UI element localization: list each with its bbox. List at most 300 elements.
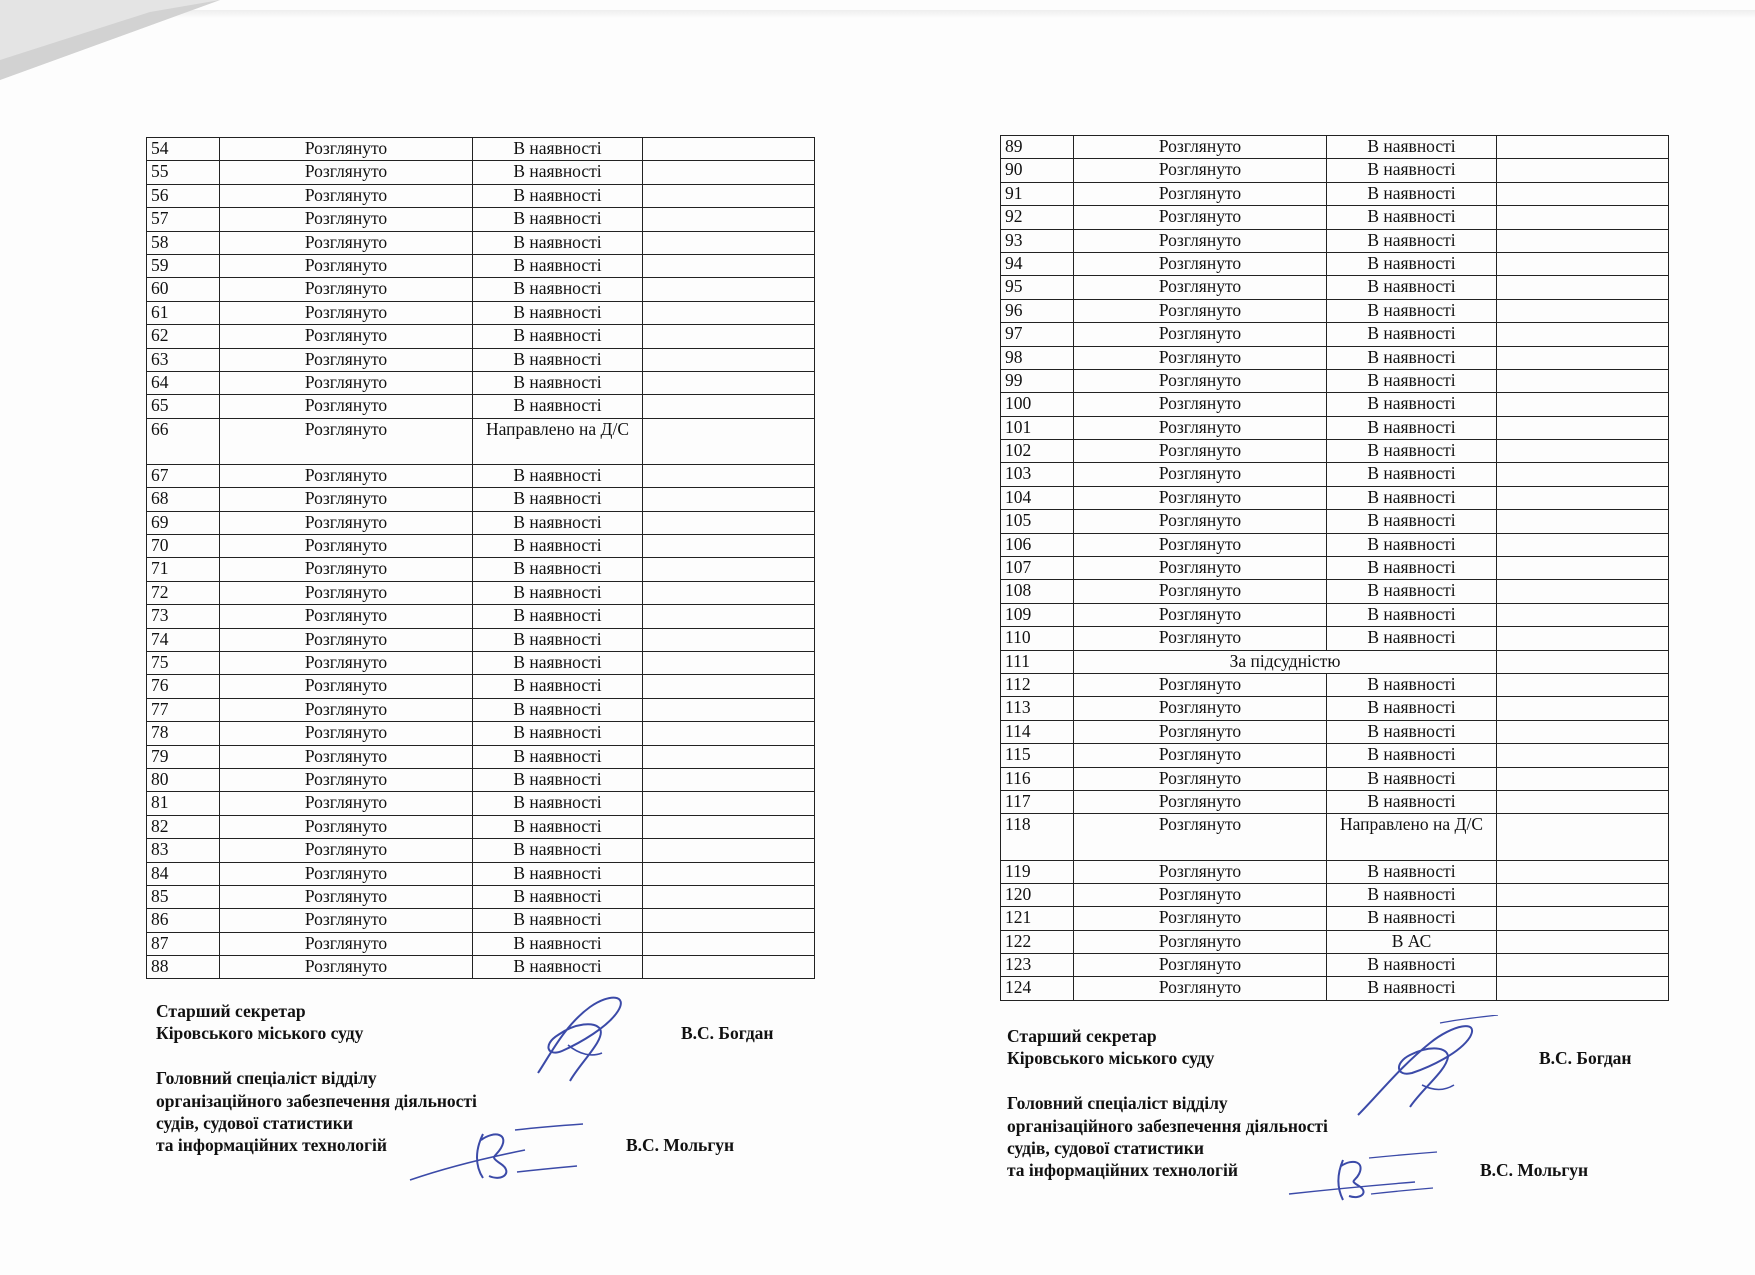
availability-cell: В наявності <box>1327 557 1497 580</box>
case-number-cell: 122 <box>1001 930 1074 953</box>
status-cell: Розглянуто <box>1074 860 1327 883</box>
note-cell <box>643 395 815 418</box>
table-row <box>147 792 815 815</box>
case-number-cell: 98 <box>1001 346 1074 369</box>
note-cell <box>643 605 815 628</box>
table-row <box>147 371 815 394</box>
cases-table <box>146 137 815 979</box>
scan-shadow <box>0 10 1755 18</box>
status-cell: Розглянуто <box>1074 229 1327 252</box>
availability-cell: В наявності <box>473 184 643 207</box>
status-cell: Розглянуто <box>220 792 473 815</box>
status-cell: Розглянуто <box>1074 440 1327 463</box>
table-row <box>147 278 815 301</box>
table-row <box>147 815 815 838</box>
note-cell <box>643 675 815 698</box>
case-number-cell: 72 <box>147 581 220 604</box>
case-number-cell: 91 <box>1001 182 1074 205</box>
case-number-cell: 69 <box>147 511 220 534</box>
table-row <box>147 909 815 932</box>
table-row <box>147 254 815 277</box>
table-row <box>1001 720 1669 743</box>
status-cell: Розглянуто <box>220 395 473 418</box>
case-number-cell: 76 <box>147 675 220 698</box>
availability-cell: В наявності <box>1327 720 1497 743</box>
availability-cell: В наявності <box>473 628 643 651</box>
table-row <box>1001 393 1669 416</box>
table-row <box>147 885 815 908</box>
case-number-cell: 82 <box>147 815 220 838</box>
case-number-cell: 81 <box>147 792 220 815</box>
table-row <box>1001 767 1669 790</box>
case-number-cell: 97 <box>1001 323 1074 346</box>
note-cell <box>643 371 815 394</box>
case-number-cell: 79 <box>147 745 220 768</box>
status-cell: Розглянуто <box>220 675 473 698</box>
table-row <box>1001 650 1669 673</box>
table-row <box>1001 814 1669 860</box>
status-cell: Розглянуто <box>220 371 473 394</box>
availability-cell: В наявності <box>1327 627 1497 650</box>
table-row <box>147 184 815 207</box>
table-row <box>147 628 815 651</box>
specialist-signature-left <box>405 1120 590 1200</box>
note-cell <box>1497 860 1669 883</box>
case-number-cell: 112 <box>1001 673 1074 696</box>
case-number-cell: 58 <box>147 231 220 254</box>
availability-cell: В наявності <box>1327 790 1497 813</box>
status-cell: Розглянуто <box>1074 299 1327 322</box>
case-number-cell: 111 <box>1001 650 1074 673</box>
table-row <box>147 348 815 371</box>
availability-cell: В наявності <box>473 138 643 161</box>
case-number-cell: 115 <box>1001 744 1074 767</box>
note-cell <box>643 161 815 184</box>
note-cell <box>1497 907 1669 930</box>
availability-cell: В наявності <box>1327 416 1497 439</box>
case-number-cell: 124 <box>1001 977 1074 1000</box>
availability-cell: В наявності <box>1327 533 1497 556</box>
status-cell: Розглянуто <box>1074 486 1327 509</box>
availability-cell: В наявності <box>1327 252 1497 275</box>
status-cell: Розглянуто <box>1074 603 1327 626</box>
case-number-cell: 57 <box>147 208 220 231</box>
table-row <box>147 675 815 698</box>
note-cell <box>643 464 815 487</box>
status-cell: Розглянуто <box>220 231 473 254</box>
case-number-cell: 90 <box>1001 159 1074 182</box>
note-cell <box>1497 603 1669 626</box>
availability-cell: В наявності <box>473 745 643 768</box>
table-row <box>1001 954 1669 977</box>
secretary-title: Старший секретар <box>156 1001 306 1021</box>
table-row <box>147 161 815 184</box>
status-cell: Розглянуто <box>1074 744 1327 767</box>
table-row <box>1001 977 1669 1000</box>
case-number-cell: 77 <box>147 698 220 721</box>
note-cell <box>643 722 815 745</box>
note-cell <box>643 628 815 651</box>
availability-cell: В наявності <box>473 395 643 418</box>
table-row <box>147 488 815 511</box>
case-number-cell: 62 <box>147 325 220 348</box>
status-cell: Розглянуто <box>1074 697 1327 720</box>
secretary-title: Старший секретар <box>1007 1026 1157 1046</box>
status-cell: Розглянуто <box>1074 136 1327 159</box>
case-number-cell: 120 <box>1001 883 1074 906</box>
availability-cell: В наявності <box>1327 182 1497 205</box>
availability-cell: В наявності <box>473 348 643 371</box>
note-cell <box>643 138 815 161</box>
note-cell <box>1497 276 1669 299</box>
case-number-cell: 104 <box>1001 486 1074 509</box>
status-cell: Розглянуто <box>1074 767 1327 790</box>
note-cell <box>643 488 815 511</box>
note-cell <box>1497 720 1669 743</box>
table-row <box>1001 603 1669 626</box>
cases-table <box>1000 135 1669 1001</box>
availability-cell: В наявності <box>473 652 643 675</box>
status-cell: Розглянуто <box>1074 790 1327 813</box>
note-cell <box>1497 744 1669 767</box>
status-cell: Розглянуто <box>1074 276 1327 299</box>
availability-cell: В наявності <box>473 839 643 862</box>
status-cell: Розглянуто <box>1074 463 1327 486</box>
note-cell <box>1497 930 1669 953</box>
note-cell <box>643 558 815 581</box>
status-cell: Розглянуто <box>1074 159 1327 182</box>
case-number-cell: 63 <box>147 348 220 371</box>
note-cell <box>1497 977 1669 1000</box>
note-cell <box>1497 206 1669 229</box>
table-row <box>1001 744 1669 767</box>
table-row <box>147 395 815 418</box>
availability-cell: В наявності <box>1327 954 1497 977</box>
availability-cell: В наявності <box>1327 767 1497 790</box>
specialist-department: та інформаційних технологій <box>156 1135 387 1156</box>
note-cell <box>643 745 815 768</box>
note-cell <box>1497 627 1669 650</box>
status-cell: Розглянуто <box>220 184 473 207</box>
case-number-cell: 55 <box>147 161 220 184</box>
status-cell: Розглянуто <box>220 745 473 768</box>
status-cell: Розглянуто <box>220 605 473 628</box>
availability-cell: В наявності <box>1327 486 1497 509</box>
availability-cell: В наявності <box>1327 907 1497 930</box>
note-cell <box>643 208 815 231</box>
table-row <box>1001 673 1669 696</box>
table-row <box>147 698 815 721</box>
status-cell: Розглянуто <box>1074 907 1327 930</box>
note-cell <box>643 581 815 604</box>
table-row <box>1001 883 1669 906</box>
table-row <box>147 138 815 161</box>
note-cell <box>1497 323 1669 346</box>
note-cell <box>643 839 815 862</box>
availability-cell: В наявності <box>473 278 643 301</box>
status-cell: Розглянуто <box>1074 323 1327 346</box>
case-number-cell: 99 <box>1001 369 1074 392</box>
note-cell <box>1497 440 1669 463</box>
note-cell <box>1497 486 1669 509</box>
availability-cell: В наявності <box>473 698 643 721</box>
availability-cell: В наявності <box>473 932 643 955</box>
availability-cell: В наявності <box>473 581 643 604</box>
status-cell: Розглянуто <box>220 208 473 231</box>
specialist-title: Головний спеціаліст відділу <box>1007 1093 1228 1114</box>
availability-cell: В наявності <box>473 815 643 838</box>
case-number-cell: 108 <box>1001 580 1074 603</box>
table-row <box>1001 136 1669 159</box>
table-row <box>147 745 815 768</box>
table-body <box>147 138 815 979</box>
case-number-cell: 114 <box>1001 720 1074 743</box>
status-cell: Розглянуто <box>1074 252 1327 275</box>
table-row <box>1001 182 1669 205</box>
case-number-cell: 59 <box>147 254 220 277</box>
availability-cell: В наявності <box>473 956 643 979</box>
case-number-cell: 92 <box>1001 206 1074 229</box>
status-cell: Розглянуто <box>220 839 473 862</box>
status-cell: Розглянуто <box>220 464 473 487</box>
note-cell <box>643 792 815 815</box>
table-row <box>1001 159 1669 182</box>
note-cell <box>643 768 815 791</box>
note-cell <box>643 862 815 885</box>
status-cell: Розглянуто <box>220 652 473 675</box>
table-row <box>1001 486 1669 509</box>
folded-corner <box>0 0 220 90</box>
case-number-cell: 86 <box>147 909 220 932</box>
availability-cell: В наявності <box>473 301 643 324</box>
status-cell: Розглянуто <box>220 885 473 908</box>
case-number-cell: 73 <box>147 605 220 628</box>
case-number-cell: 85 <box>147 885 220 908</box>
availability-cell: В наявності <box>1327 697 1497 720</box>
note-cell <box>1497 463 1669 486</box>
table-row <box>1001 323 1669 346</box>
status-cell: Розглянуто <box>1074 627 1327 650</box>
note-cell <box>1497 533 1669 556</box>
note-cell <box>1497 673 1669 696</box>
secretary-court: Кіровського міського суду <box>156 1023 364 1044</box>
status-cell: Розглянуто <box>1074 954 1327 977</box>
note-cell <box>1497 346 1669 369</box>
table-row <box>147 325 815 348</box>
status-cell: Розглянуто <box>220 511 473 534</box>
specialist-name: В.С. Мольгун <box>626 1135 735 1156</box>
case-number-cell: 118 <box>1001 814 1074 860</box>
availability-cell: В наявності <box>473 254 643 277</box>
table-row <box>147 581 815 604</box>
status-cell: Розглянуто <box>1074 369 1327 392</box>
case-number-cell: 67 <box>147 464 220 487</box>
secretary-signature-left <box>520 985 640 1095</box>
table-row <box>147 208 815 231</box>
note-cell <box>1497 393 1669 416</box>
secretary-name: В.С. Богдан <box>1539 1048 1632 1069</box>
case-number-cell: 88 <box>147 956 220 979</box>
case-number-cell: 123 <box>1001 954 1074 977</box>
case-number-cell: 80 <box>147 768 220 791</box>
table-row <box>1001 930 1669 953</box>
availability-cell: В наявності <box>1327 440 1497 463</box>
availability-cell: В наявності <box>473 862 643 885</box>
table-row <box>147 768 815 791</box>
note-cell <box>643 231 815 254</box>
availability-cell: В наявності <box>1327 136 1497 159</box>
availability-cell: Направлено на Д/С <box>1327 814 1497 860</box>
table-body <box>1001 136 1669 1001</box>
note-cell <box>643 184 815 207</box>
note-cell <box>1497 883 1669 906</box>
note-cell <box>1497 790 1669 813</box>
availability-cell: В наявності <box>1327 229 1497 252</box>
availability-cell: В наявності <box>1327 463 1497 486</box>
table-row <box>1001 440 1669 463</box>
availability-cell: В наявності <box>1327 276 1497 299</box>
table-row <box>1001 557 1669 580</box>
status-cell: Розглянуто <box>220 932 473 955</box>
status-cell: Розглянуто <box>220 909 473 932</box>
secretary-court: Кіровського міського суду <box>1007 1048 1215 1069</box>
case-number-cell: 119 <box>1001 860 1074 883</box>
note-cell <box>1497 136 1669 159</box>
availability-cell: В наявності <box>1327 206 1497 229</box>
availability-cell: В наявності <box>1327 883 1497 906</box>
availability-cell: В наявності <box>1327 977 1497 1000</box>
case-number-cell: 74 <box>147 628 220 651</box>
availability-cell: В наявності <box>473 511 643 534</box>
availability-cell: В наявності <box>1327 393 1497 416</box>
availability-cell: В наявності <box>473 208 643 231</box>
table-row <box>1001 697 1669 720</box>
status-cell: Розглянуто <box>1074 673 1327 696</box>
availability-cell: В наявності <box>473 371 643 394</box>
note-cell <box>643 325 815 348</box>
note-cell <box>643 652 815 675</box>
specialist-department: організаційного забезпечення діяльності <box>156 1090 477 1111</box>
note-cell <box>1497 954 1669 977</box>
note-cell <box>643 418 815 464</box>
table-row <box>1001 907 1669 930</box>
status-cell: Розглянуто <box>220 254 473 277</box>
availability-cell: В наявності <box>473 605 643 628</box>
table-row <box>1001 206 1669 229</box>
status-cell: Розглянуто <box>220 768 473 791</box>
availability-cell: В АС <box>1327 930 1497 953</box>
status-cell: Розглянуто <box>220 348 473 371</box>
status-cell: Розглянуто <box>1074 557 1327 580</box>
status-cell: Розглянуто <box>220 558 473 581</box>
availability-cell: В наявності <box>473 722 643 745</box>
note-cell <box>643 348 815 371</box>
status-cell: Розглянуто <box>220 418 473 464</box>
table-row <box>1001 463 1669 486</box>
status-cell: Розглянуто <box>220 301 473 324</box>
status-cell: Розглянуто <box>220 278 473 301</box>
table-row <box>1001 252 1669 275</box>
status-cell: Розглянуто <box>220 862 473 885</box>
status-cell: Розглянуто <box>220 488 473 511</box>
table-row <box>1001 580 1669 603</box>
case-number-cell: 94 <box>1001 252 1074 275</box>
case-number-cell: 101 <box>1001 416 1074 439</box>
note-cell <box>1497 159 1669 182</box>
note-cell <box>1497 557 1669 580</box>
secretary-name: В.С. Богдан <box>681 1023 774 1044</box>
case-number-cell: 107 <box>1001 557 1074 580</box>
availability-cell: В наявності <box>473 325 643 348</box>
table-row <box>147 558 815 581</box>
status-cell: Розглянуто <box>1074 182 1327 205</box>
case-number-cell: 96 <box>1001 299 1074 322</box>
case-number-cell: 100 <box>1001 393 1074 416</box>
table-row <box>1001 790 1669 813</box>
case-number-cell: 65 <box>147 395 220 418</box>
availability-cell: В наявності <box>473 909 643 932</box>
table-row <box>147 722 815 745</box>
note-cell <box>1497 697 1669 720</box>
table-row <box>147 839 815 862</box>
status-cell: Розглянуто <box>220 956 473 979</box>
specialist-department: судів, судової статистики <box>1007 1137 1204 1158</box>
specialist-department: організаційного забезпечення діяльності <box>1007 1115 1328 1136</box>
case-number-cell: 113 <box>1001 697 1074 720</box>
case-number-cell: 87 <box>147 932 220 955</box>
status-cell: Розглянуто <box>1074 533 1327 556</box>
table-row <box>1001 627 1669 650</box>
table-row <box>147 511 815 534</box>
table-row <box>147 535 815 558</box>
table-row <box>1001 533 1669 556</box>
case-number-cell: 68 <box>147 488 220 511</box>
availability-cell: Направлено на Д/С <box>473 418 643 464</box>
status-cell: Розглянуто <box>220 535 473 558</box>
table-row <box>147 464 815 487</box>
table-row <box>147 932 815 955</box>
note-cell <box>643 254 815 277</box>
availability-cell: В наявності <box>1327 369 1497 392</box>
note-cell <box>1497 416 1669 439</box>
merged-status-cell: За підсудністю <box>1074 650 1497 673</box>
note-cell <box>1497 580 1669 603</box>
specialist-title: Головний спеціаліст відділу <box>156 1068 377 1089</box>
table-row <box>1001 860 1669 883</box>
availability-cell: В наявності <box>1327 673 1497 696</box>
table-row <box>1001 416 1669 439</box>
availability-cell: В наявності <box>1327 860 1497 883</box>
availability-cell: В наявності <box>1327 299 1497 322</box>
availability-cell: В наявності <box>473 231 643 254</box>
table-row <box>147 605 815 628</box>
specialist-department: судів, судової статистики <box>156 1112 353 1133</box>
secretary-signature-right <box>1350 1015 1500 1125</box>
case-number-cell: 102 <box>1001 440 1074 463</box>
case-number-cell: 71 <box>147 558 220 581</box>
case-number-cell: 61 <box>147 301 220 324</box>
table-row <box>147 301 815 324</box>
availability-cell: В наявності <box>473 885 643 908</box>
case-number-cell: 117 <box>1001 790 1074 813</box>
table-row <box>1001 229 1669 252</box>
table-row <box>147 418 815 464</box>
status-cell: Розглянуто <box>220 138 473 161</box>
table-row <box>1001 276 1669 299</box>
register-table-left <box>146 137 814 979</box>
note-cell <box>643 511 815 534</box>
case-number-cell: 106 <box>1001 533 1074 556</box>
